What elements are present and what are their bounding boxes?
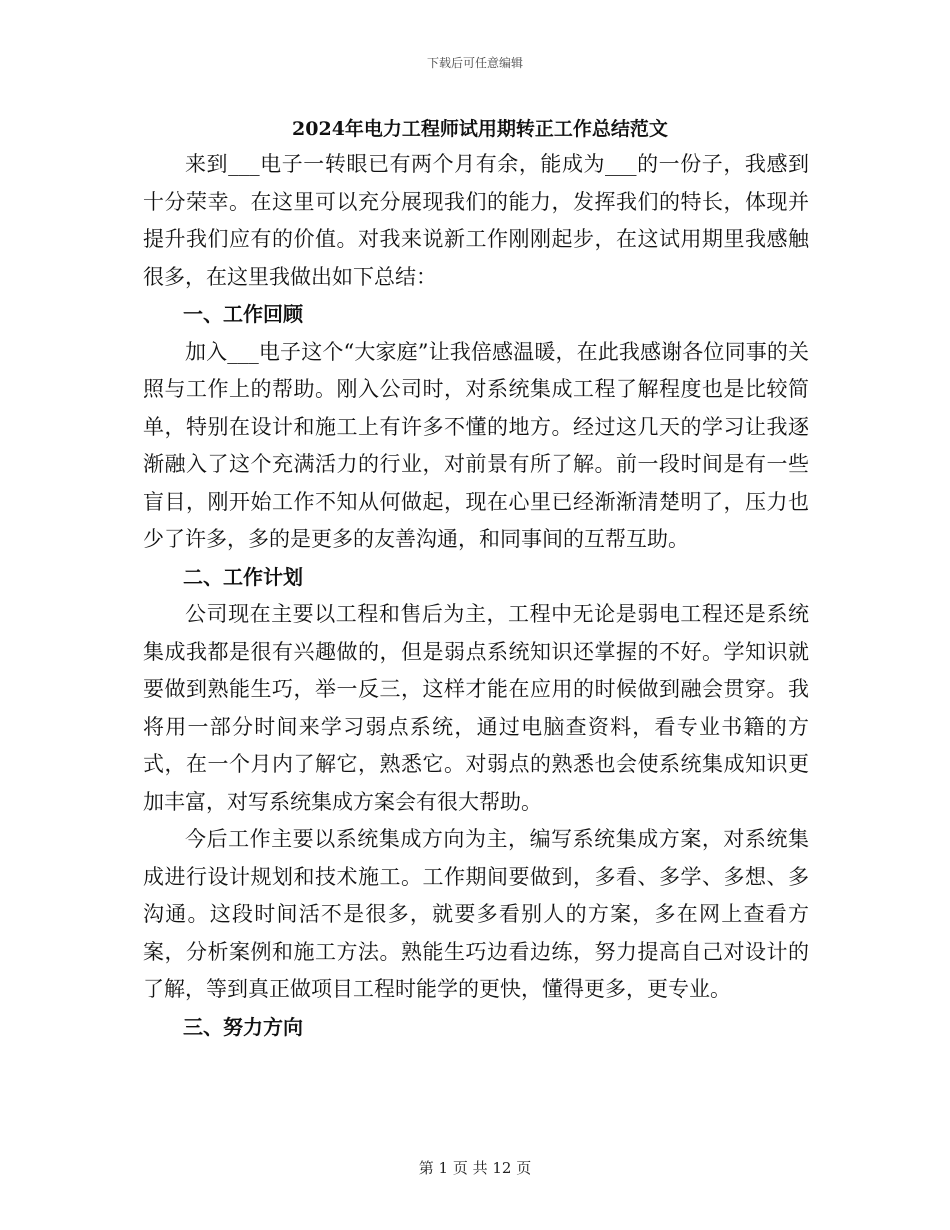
section-heading-work-review: 一、工作回顾 — [183, 302, 303, 326]
intro-paragraph: 来到___电子一转眼已有两个月有余，能成为___的一份子，我感到十分荣幸。在这里可以充分展现我们的能力，发挥我们的特长，体现并提升我们应有的价值。对我来说新工作刚刚起步，在这试用期里我感触很多，在这里我做出如下总结： — [143, 152, 809, 289]
section-heading-effort-direction: 三、努力方向 — [183, 1014, 303, 1039]
section-paragraph-work-plan-1: 公司现在主要以工程和售后为主，工程中无论是弱电工程还是系统集成我都是很有兴趣做的，但是弱点系统知识还掌握的不好。学知识就要做到熟能生巧，举一反三，这样才能在应用的时候做到融会贯穿。我将用一部分时间来学习弱点系统，通过电脑查资料，看专业书籍的方式，在一个月内了解它，熟悉它。对弱点的熟悉也会使系统集成知识更加丰富，对写系统集成方案会有很大帮助。 — [143, 602, 809, 814]
page-number: 第 1 页 共 12 页 — [418, 1159, 532, 1177]
section-paragraph-work-plan-2: 今后工作主要以系统集成方向为主，编写系统集成方案，对系统集成进行设计规划和技术施工。工作期间要做到，多看、多学、多想、多沟通。这段时间活不是很多，就要多看别人的方案，多在网上查看方案，分析案例和施工方法。熟能生巧边看边练，努力提高自己对设计的了解，等到真正做项目工程时能学的更快，懂得更多，更专业。 — [143, 827, 809, 1001]
document-title: 2024年电力工程师试用期转正工作总结范文 — [292, 118, 668, 140]
document-body — [143, 146, 809, 1046]
header-note: 下载后可任意编辑 — [426, 56, 523, 70]
section-paragraph-work-review: 加入___电子这个“大家庭”让我倍感温暖，在此我感谢各位同事的关照与工作上的帮助。刚入公司时，对系统集成工程了解程度也是比较简单，特别在设计和施工上有许多不懂的地方。经过这几天的学习让我逐渐融入了这个充满活力的行业，对前景有所了解。前一段时间是有一些盲目，刚开始工作不知从何做起，现在心里已经渐渐清楚明了，压力也少了许多，多的是更多的友善沟通，和同事间的互帮互助。 — [143, 339, 809, 551]
section-heading-work-plan: 二、工作计划 — [183, 564, 303, 589]
